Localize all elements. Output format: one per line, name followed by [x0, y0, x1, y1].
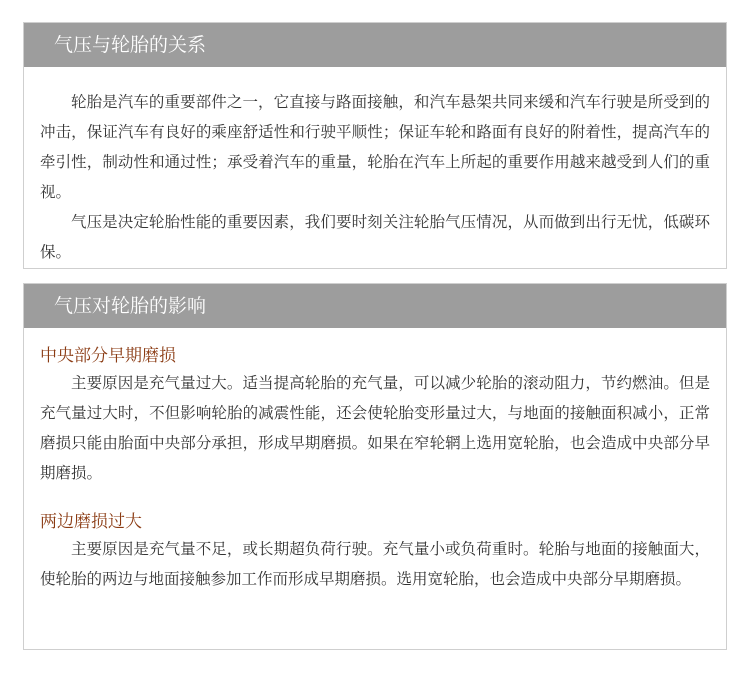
paragraph-edge-wear: 主要原因是充气量不足，或长期超负荷行驶。充气量小或负荷重时。轮胎与地面的接触面大，使轮胎的两边与地面接触参加工作而形成早期磨损。选用宽轮胎，也会造成中央部分早期磨损。: [40, 540, 710, 588]
section-body-relationship: [24, 67, 726, 267]
paragraph-pressure-importance: 气压是决定轮胎性能的重要因素，我们要时刻关注轮胎气压情况，从而做到出行无忧，低碳环保。: [40, 213, 710, 261]
section-title-effects: 气压对轮胎的影响: [24, 284, 726, 328]
paragraph-tire-importance: 轮胎是汽车的重要部件之一，它直接与路面接触，和汽车悬架共同来缓和汽车行驶是所受到的冲击，保证汽车有良好的乘座舒适性和行驶平顺性；保证车轮和路面有良好的附着性，提高汽车的牵引性，制动性和通过性；承受着汽车的重量，轮胎在汽车上所起的重要作用越来越受到人们的重视。: [40, 93, 710, 201]
subheading-center-wear: 中央部分早期磨损: [40, 346, 176, 366]
section-body-effects: [24, 328, 726, 594]
subheading-edge-wear: 两边磨损过大: [40, 512, 142, 532]
paragraph-center-wear: 主要原因是充气量过大。适当提高轮胎的充气量，可以减少轮胎的滚动阻力，节约燃油。但是充气量过大时，不但影响轮胎的减震性能，还会使轮胎变形量过大，与地面的接触面积减小，正常磨损只能由胎面中央部分承担，形成早期磨损。如果在窄轮辋上选用宽轮胎，也会造成中央部分早期磨损。: [40, 374, 710, 482]
section-tire-pressure-relationship: [23, 22, 727, 269]
spacer: [40, 488, 710, 510]
section-pressure-effects: [23, 283, 727, 650]
section-title-relationship: 气压与轮胎的关系: [24, 23, 726, 67]
